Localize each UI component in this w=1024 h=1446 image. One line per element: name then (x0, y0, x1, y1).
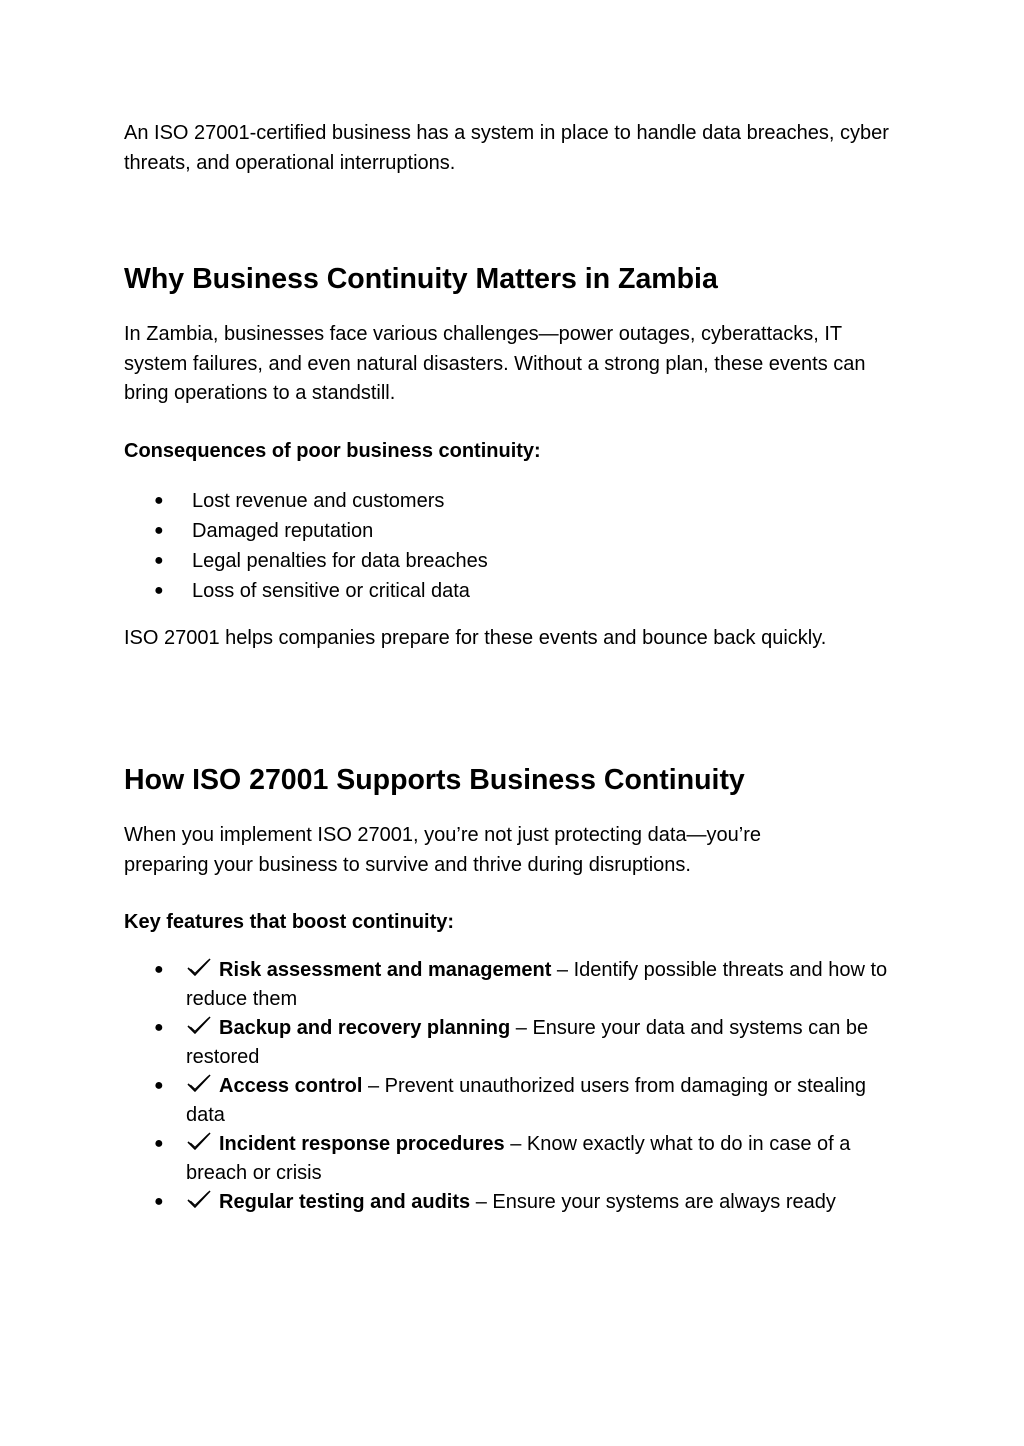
check-mark-icon (186, 1015, 212, 1037)
feature-description: – Prevent unauthorized users from damaging or stealing data (186, 1075, 867, 1126)
feature-title: Risk assessment and management (219, 959, 552, 981)
section-paragraph: In Zambia, businesses face various challenges—power outages, cyberattacks, IT system failures, and even natural disasters. Without a strong plan, these events can bring operations to a standstill. (124, 323, 866, 404)
list-item (124, 546, 904, 576)
bullet-icon: ● (154, 552, 164, 570)
section-closing: ISO 27001 helps companies prepare for these events and bounce back quickly. (124, 626, 827, 649)
section-paragraph: When you implement ISO 27001, you’re not just protecting data—you’re preparing your business to survive and thrive during disruptions. (124, 824, 762, 876)
list-item (124, 576, 904, 606)
list-item-text: Loss of sensitive or critical data (192, 580, 470, 603)
feature-title: Regular testing and audits (219, 1191, 471, 1213)
section-business-continuity-zambia (124, 258, 904, 653)
feature-description: – Know exactly what to do in case of a breach or crisis (186, 1133, 851, 1184)
bullet-icon: ● (154, 582, 164, 600)
section-iso-supports-continuity (124, 759, 904, 1218)
list-item (124, 486, 904, 516)
feature-title: Incident response procedures (219, 1133, 505, 1155)
bullet-icon: ● (154, 1077, 164, 1094)
check-mark-icon (186, 1073, 212, 1095)
list-item-text: Damaged reputation (192, 519, 374, 542)
feature-description: – Ensure your systems are always ready (470, 1191, 836, 1213)
list-item (124, 1130, 894, 1187)
section-heading: Why Business Continuity Matters in Zambia (124, 263, 718, 295)
bullet-icon: ● (154, 1135, 164, 1152)
list-item-text: Lost revenue and customers (192, 489, 445, 512)
section-subheading: Key features that boost continuity: (124, 911, 455, 933)
consequences-list (124, 486, 904, 607)
bullet-icon: ● (154, 961, 164, 978)
section-subheading: Consequences of poor business continuity: (124, 439, 541, 462)
list-item-text: Legal penalties for data breaches (192, 550, 488, 573)
intro-paragraph: An ISO 27001-certified business has a system in place to handle data breaches, cyber threats, and operational interruptions. (124, 122, 889, 174)
features-list (124, 956, 894, 1217)
list-item (124, 1014, 894, 1071)
bullet-icon: ● (154, 491, 164, 509)
list-item (124, 1188, 894, 1217)
list-item (124, 956, 894, 1013)
bullet-icon: ● (154, 1193, 164, 1210)
feature-description: – Ensure your data and systems can be restored (186, 1017, 869, 1068)
check-mark-icon (186, 1131, 212, 1153)
feature-description: – Identify possible threats and how to reduce them (186, 959, 888, 1010)
check-mark-icon (186, 957, 212, 979)
check-mark-icon (186, 1189, 212, 1211)
section-heading: How ISO 27001 Supports Business Continuity (124, 764, 745, 796)
list-item (124, 1072, 894, 1129)
bullet-icon: ● (154, 521, 164, 539)
feature-title: Backup and recovery planning (219, 1017, 511, 1039)
feature-title: Access control (219, 1075, 363, 1097)
list-item (124, 516, 904, 546)
bullet-icon: ● (154, 1019, 164, 1036)
